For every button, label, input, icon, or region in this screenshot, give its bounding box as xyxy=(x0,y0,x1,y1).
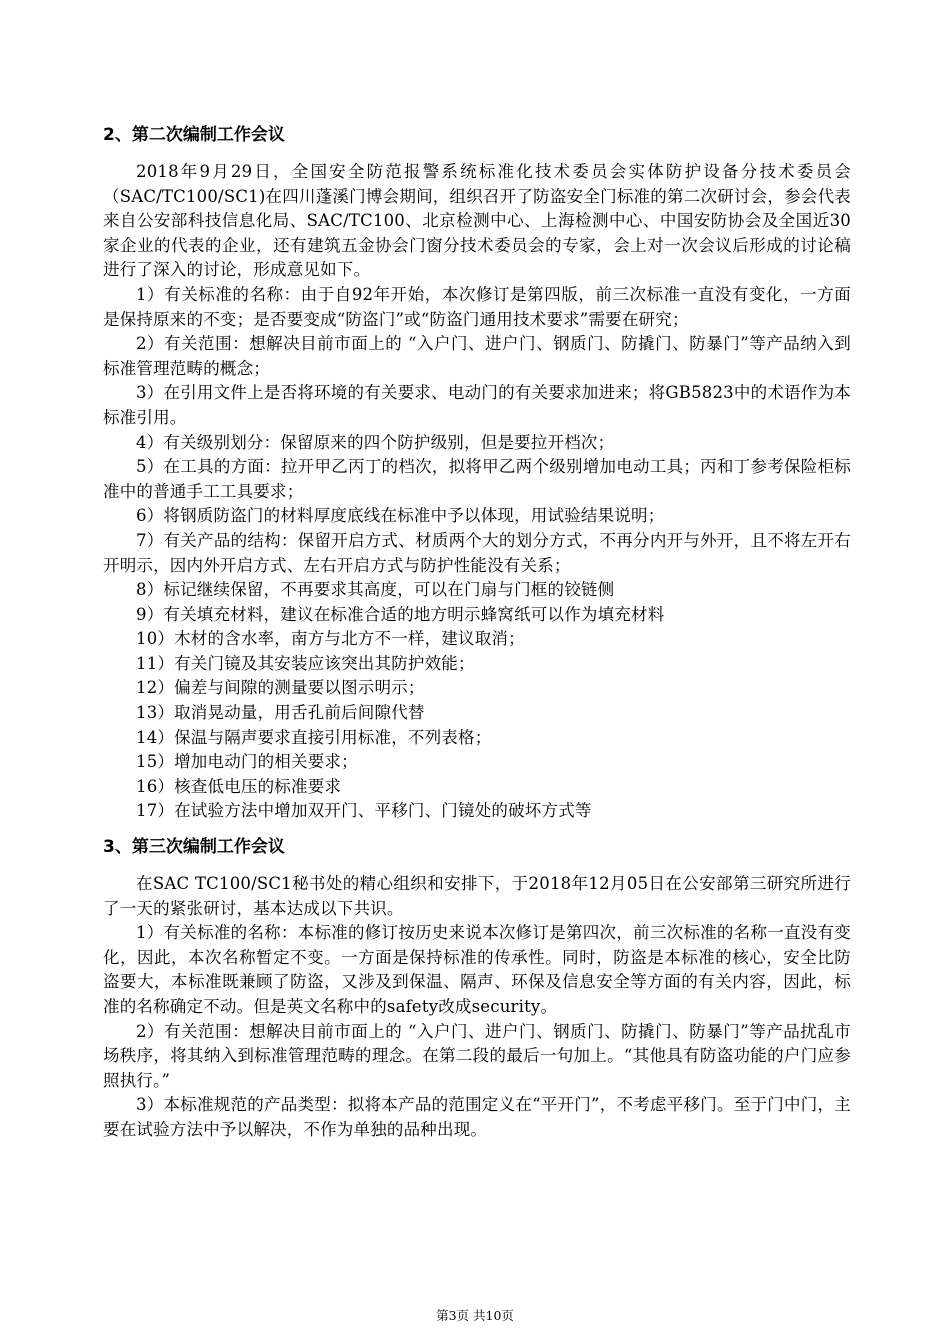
list-item: 4）有关级别划分：保留原来的四个防护级别，但是要拉开档次； xyxy=(136,432,615,452)
list-item: 13）取消晃动量，用舌孔前后间隙代替 xyxy=(136,703,425,723)
list-item: 1）有关标准的名称：由于自92年开始，本次修订是第四版，前三次标准一直没有变化，一方面是保持原来的不变；是否要变成“防盗门”或“防盗门通用技术要求”需要在研究； xyxy=(103,284,851,329)
list-item: 9）有关填充材料，建议在标准合适的地方明示蜂窝纸可以作为填充材料 xyxy=(136,604,665,624)
page-footer: 第3页 共10页 xyxy=(436,1308,514,1323)
list-item: 15）增加电动门的相关要求； xyxy=(136,752,358,772)
list-item: 7）有关产品的结构：保留开启方式、材质两个大的划分方式，不再分内开与外开，且不将左开右开明示，因内外开启方式、左右开启方式与防护性能没有关系； xyxy=(103,530,851,575)
section-3-intro: 在SAC TC100/SC1秘书处的精心组织和安排下，于2018年12月05日在公安部第三研究所进行了一天的紧张研讨，基本达成以下共识。 xyxy=(103,874,851,918)
list-item: 1）有关标准的名称：本标准的修订按历史来说本次修订是第四次，前三次标准的名称一直没有变化，因此，本次名称暂定不变。一方面是保持标准的传承性。同时，防盗是本标准的核心，安全比防盗要大，本标准既兼顾了防盗，又涉及到保温、隔声、环保及信息安全等方面的有关内容，因此，标准的名称确定不动。但是英文名称中的safety改成security。 xyxy=(103,923,851,1016)
list-item: 5）在工具的方面：拉开甲乙丙丁的档次，拟将甲乙两个级别增加电动工具；丙和丁参考保险柜标准中的普通手工工具要求； xyxy=(103,457,851,501)
list-item: 2）有关范围：想解决目前市面上的 “入户门、进户门、钢质门、防撬门、防暴门”等产品纳入到标准管理范畴的概念； xyxy=(103,334,851,378)
list-item: 3）在引用文件上是否将环境的有关要求、电动门的有关要求加进来；将GB5823中的术语作为本标准引用。 xyxy=(103,383,851,427)
list-item: 12）偏差与间隙的测量要以图示明示； xyxy=(136,678,425,698)
list-item: 17）在试验方法中增加双开门、平移门、门镜处的破坏方式等 xyxy=(136,801,592,821)
list-item: 14）保温与隔声要求直接引用标准，不列表格； xyxy=(136,727,492,747)
list-item: 2）有关范围：想解决目前市面上的 “入户门、进户门、钢质门、防撬门、防暴门”等产品扰乱市场秩序，将其纳入到标准管理范畴的理念。在第二段的最后一句加上。“其他具有防盗功能的户门应参照执行。” xyxy=(103,1021,851,1090)
list-item: 8）标记继续保留，不再要求其高度，可以在门扇与门框的铰链侧 xyxy=(136,580,615,600)
section-3-heading: 3、第三次编制工作会议 xyxy=(103,837,285,858)
list-item: 6）将钢质防盗门的材料厚度底线在标准中予以体现，用试验结果说明； xyxy=(136,506,665,526)
list-item: 3）本标准规范的产品类型：拟将本产品的范围定义在“平开门”，不考虑平移门。至于门中门，主要在试验方法中予以解决，不作为单独的品种出现。 xyxy=(103,1095,851,1139)
list-item: 10）木材的含水率，南方与北方不一样，建议取消； xyxy=(136,629,525,649)
section-2-items xyxy=(103,283,851,824)
list-item: 16）核查低电压的标准要求 xyxy=(136,776,342,796)
section-2-intro: 2018年9月29日，全国安全防范报警系统标准化技术委员会实体防护设备分技术委员会（SAC/TC100/SC1)在四川蓬溪门博会期间，组织召开了防盗安全门标准的第二次研讨会，参会代表来自公安部科技信息化局、SAC/TC100、北京检测中心、上海检测中心、中国安防协会及全国近30家企业的代表的企业，还有建筑五金协会门窗分技术委员会的专家，会上对一次会议后形成的讨论稿进行了深入的讨论，形成意见如下。 xyxy=(103,162,851,280)
list-item: 11）有关门镜及其安装应该突出其防护效能； xyxy=(136,653,475,673)
section-2-heading: 2、第二次编制工作会议 xyxy=(103,125,285,145)
document-page xyxy=(103,122,851,1143)
section-3-items xyxy=(103,921,851,1142)
